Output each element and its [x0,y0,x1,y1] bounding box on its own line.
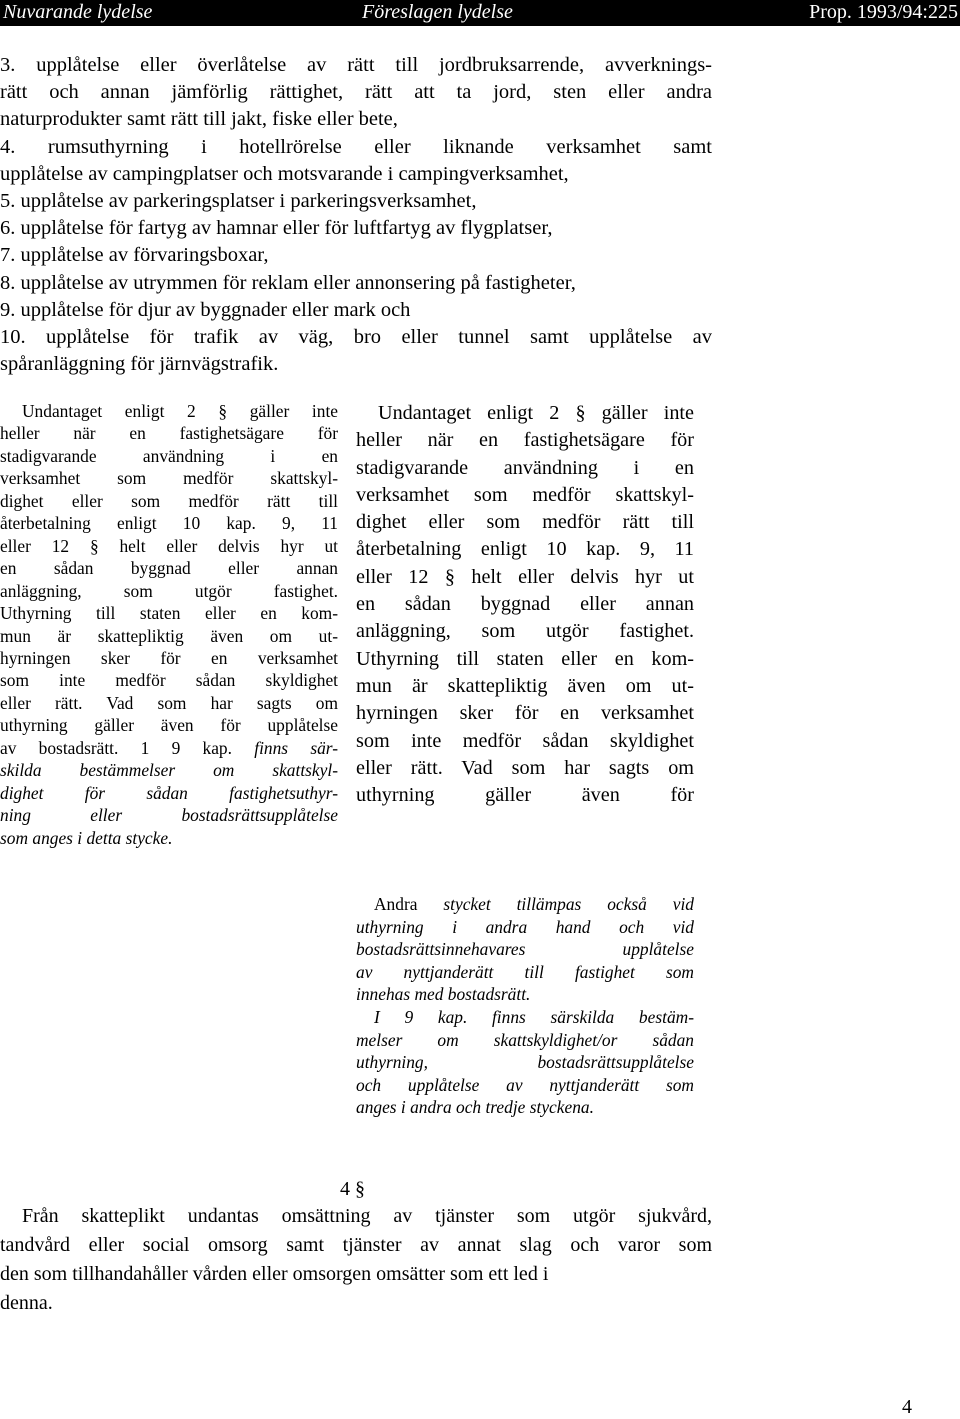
current-wording-paragraph [0,400,338,849]
list-line: naturprodukter samt rätt till jakt, fiske eller bete, [0,108,398,131]
paragraph-line: tandvård eller social omsorg samt tjänster av annat slag och varor som [0,1234,712,1256]
paragraph-line: hyrningen sker för en verksamhet [356,702,694,725]
list-line: spåranläggning för järnvägstrafik. [0,353,279,376]
paragraph-line-italic: uthyrning i andra hand och vid [356,916,694,937]
paragraph-line: Uthyrning till staten eller en kom- [0,603,338,624]
paragraph-line-italic: I 9 kap. finns särskilda bestäm- [374,1006,694,1027]
list-line: rätt och annan jämförlig rättighet, rätt att ta jord, sten eller andra [0,81,712,104]
list-item [0,270,712,297]
paragraph-line-mixed [0,737,338,759]
list-item [0,215,712,242]
paragraph-line: heller när en fastighetsägare för [0,423,338,444]
list-line: 4. rumsuthyrning i hotellrörelse eller liknande verksamhet samt [0,135,712,158]
paragraph-line-italic: finns sär- [254,737,338,758]
paragraph-line: mun är skattepliktig även om ut- [0,625,338,646]
paragraph-line: stadigvarande användning i en [356,456,694,479]
header-current-wording: Nuvarande lydelse [3,1,153,23]
paragraph-line: återbetalning enligt 10 kap. 9, 11 [0,513,338,534]
paragraph-line: uthyrning gäller även för upplåtelse [0,715,338,736]
paragraph-line: en sådan byggnad eller annan [0,558,338,579]
page-header [0,0,960,26]
paragraph-line-italic: som anges i detta stycke. [0,827,173,848]
paragraph-line-italic: och upplåtelse av nyttjanderätt som [356,1074,694,1095]
paragraph-line-italic: dighet för sådan fastighetsuthyr- [0,782,338,803]
list-item [0,297,712,324]
paragraph-line-italic: av nyttjanderätt till fastighet som [356,961,694,982]
list-item [0,242,712,269]
paragraph-line-italic: stycket tillämpas också vid [443,894,694,914]
list-item [0,52,712,134]
paragraph-line: verksamhet som medför skattskyl- [0,468,338,489]
list-line: 3. upplåtelse eller överlåtelse av rätt till jordbruksarrende, avverknings- [0,54,712,76]
list-line: upplåtelse av campingplatser och motsvarande i campingverksamhet, [0,162,569,185]
page-number: 4 [902,1396,912,1418]
paragraph-line: stadigvarande användning i en [0,445,338,466]
paragraph-line: återbetalning enligt 10 kap. 9, 11 [356,538,694,561]
paragraph-line: Uthyrning till staten eller en kom- [356,647,694,670]
paragraph-line: som inte medför sådan skyldighet [356,729,694,752]
list-line: 9. upplåtelse för djur av byggnader eller mark och [0,298,411,321]
paragraph-line-italic: innehas med bostadsrätt. [356,984,531,1005]
proposed-wording-paragraph [356,400,694,807]
paragraph-line: denna. [0,1292,53,1314]
list-line: 6. upplåtelse för fartyg av hamnar eller för luftfartyg av flygplatser, [0,217,553,240]
paragraph-line-italic: melser om skattskyldighet/or sådan [356,1029,694,1050]
paragraph-line: verksamhet som medför skattskyl- [356,483,694,506]
list-item [0,324,712,378]
proposed-additional-paragraph [356,893,694,1119]
paragraph-line: dighet eller som medför rätt till [0,490,338,511]
list-item [0,188,712,215]
list-line: 10. upplåtelse för trafik av väg, bro eller tunnel samt upplåtelse av [0,326,712,349]
list-line: 7. upplåtelse av förvaringsboxar, [0,244,269,267]
list-item [0,134,712,188]
paragraph-line: mun är skattepliktig även om ut- [356,674,694,697]
paragraph-line: Från skatteplikt undantas omsättning av tjänster som utgör sjukvård, [22,1205,712,1227]
paragraph-line-cut: uthyrning gäller även för [356,784,694,807]
header-proposed-wording: Föreslagen lydelse [362,1,513,23]
paragraph-line-italic: uthyrning, bostadsrättsupplåtelse [356,1052,694,1073]
paragraph-line: eller rätt. Vad som har sagts om [356,756,694,779]
paragraph-line: den som tillhandahåller vården eller omsorgen omsätter som ett led i [0,1263,549,1285]
list-line: 5. upplåtelse av parkeringsplatser i parkeringsverksamhet, [0,190,477,213]
paragraph-line: Undantaget enligt 2 § gäller inte [378,402,694,424]
paragraph-line: Undantaget enligt 2 § gäller inte [22,401,338,421]
paragraph-line: dighet eller som medför rätt till [356,511,694,534]
paragraph-line-plain: av bostadsrätt. 1 9 kap. [0,737,232,758]
paragraph-line: eller 12 § helt eller delvis hyr ut [0,535,338,556]
section-heading: 4 § [340,1178,365,1200]
paragraph-line: anläggning, som utgör fastighet. [0,580,338,601]
exemption-list [0,52,712,378]
paragraph-line: eller 12 § helt eller delvis hyr ut [356,565,694,588]
paragraph-line-plain: Andra [374,894,418,914]
paragraph-line-italic: bostadsrättsinnehavares upplåtelse [356,939,694,960]
paragraph-line-mixed [356,893,694,916]
paragraph-line-italic: skilda bestämmelser om skattskyl- [0,760,338,781]
paragraph-line: heller när en fastighetsägare för [356,429,694,452]
paragraph-line-italic: anges i andra och tredje styckena. [356,1097,594,1118]
paragraph-line: hyrningen sker för en verksamhet [0,647,338,668]
paragraph-line: eller rätt. Vad som har sagts om [0,692,338,713]
paragraph-line-italic: ning eller bostadsrättsupplåtelse [0,805,338,826]
paragraph-line: anläggning, som utgör fastighet. [356,620,694,643]
paragraph-line: en sådan byggnad eller annan [356,593,694,616]
list-line: 8. upplåtelse av utrymmen för reklam eller annonsering på fastigheter, [0,271,576,294]
paragraph-line: som inte medför sådan skyldighet [0,670,338,691]
section-paragraph [0,1202,712,1318]
header-proposition-number: Prop. 1993/94:225 [809,1,958,23]
